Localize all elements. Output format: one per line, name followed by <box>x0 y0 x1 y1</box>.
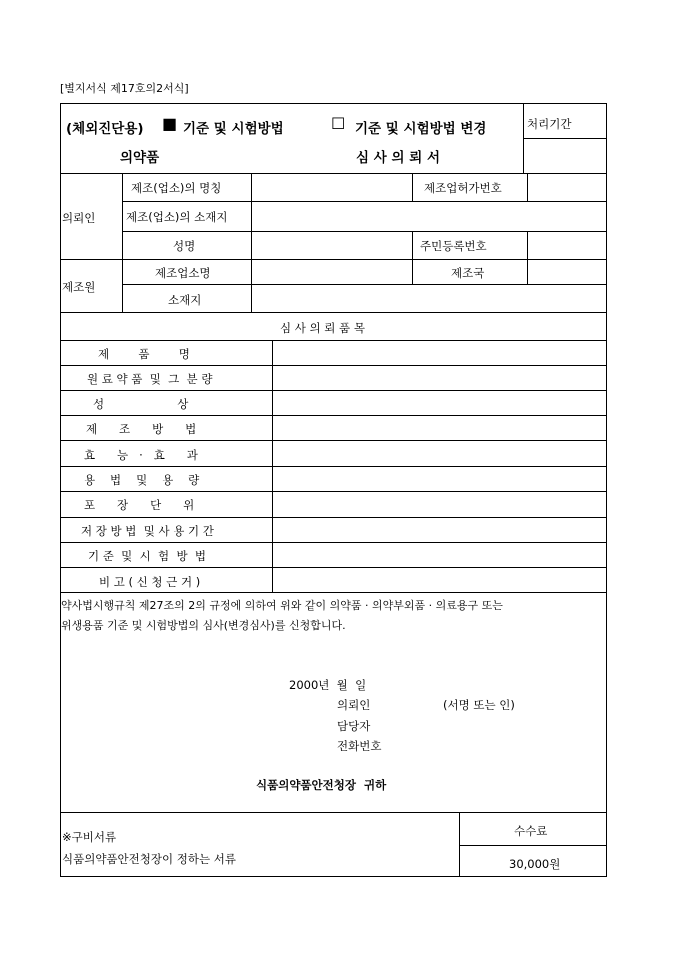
item-properties: 성 상 <box>93 397 189 411</box>
name-label: 성명 <box>173 239 196 253</box>
application-date: 2000년 월 일 <box>289 678 367 692</box>
statement-line1: 약사법시행규칙 제27조의 2의 규정에 의하여 위와 같이 의약품 · 의약부외품 · 의료용구 또는 <box>61 599 503 612</box>
requester-label: 의뢰인 <box>62 211 96 225</box>
requester-sign-label: 의뢰인 <box>337 698 371 712</box>
addressee: 식품의약품안전청장 귀하 <box>256 778 387 792</box>
option-change: 기준 및 시험방법 변경 <box>355 121 487 137</box>
checkbox-unchecked[interactable]: ☐ <box>331 114 346 133</box>
item-remarks: 비 고 ( 신 청 근 거 ) <box>99 575 201 589</box>
phone-label: 전화번호 <box>337 739 382 753</box>
mfr-address-label: 소재지 <box>168 293 202 307</box>
item-ingredients: 원 료 약 품 및 그 분 량 <box>87 372 213 386</box>
form-code: [별지서식 제17호의2서식] <box>60 82 189 95</box>
mfr-name-label: 제조업소명 <box>155 266 211 280</box>
checkbox-checked[interactable]: ■ <box>162 114 178 133</box>
item-standards: 기 준 및 시 험 방 법 <box>88 549 206 563</box>
statement-line2: 위생용품 기준 및 시험방법의 심사(변경심사)를 신청합니다. <box>61 619 346 632</box>
option-standard: 기준 및 시험방법 <box>183 121 284 137</box>
item-method: 제 조 방 법 <box>86 422 197 436</box>
item-dosage: 용 법 및 용 량 <box>84 473 199 487</box>
item-product-name: 제 품 명 <box>98 347 190 361</box>
item-efficacy: 효 능 · 효 과 <box>84 448 198 462</box>
title-request: 심 사 의 뢰 서 <box>356 150 441 166</box>
items-header: 심 사 의 뢰 품 목 <box>280 321 365 335</box>
manufacturer-label: 제조원 <box>62 280 96 294</box>
contact-person-label: 담당자 <box>337 719 371 733</box>
item-package: 포 장 단 위 <box>84 498 195 512</box>
fee-value: 30,000원 <box>509 857 561 871</box>
resident-no-label: 주민등록번호 <box>420 239 487 253</box>
required-docs-text: 식품의약품안전청장이 정하는 서류 <box>62 852 236 866</box>
required-docs-title: ※구비서류 <box>62 830 117 844</box>
fee-label: 수수료 <box>514 824 548 838</box>
title-left: (체외진단용) <box>66 121 144 137</box>
title-medicine: 의약품 <box>120 150 160 166</box>
country-label: 제조국 <box>451 266 485 280</box>
processing-period-label: 처리기간 <box>527 117 572 131</box>
company-address-label: 제조(업소)의 소재지 <box>126 210 228 224</box>
license-no-label: 제조업허가번호 <box>424 181 502 195</box>
company-name-label: 제조(업소)의 명칭 <box>131 181 222 195</box>
sign-or-seal: (서명 또는 인) <box>443 698 515 712</box>
item-storage: 저 장 방 법 및 사 용 기 간 <box>81 524 214 538</box>
